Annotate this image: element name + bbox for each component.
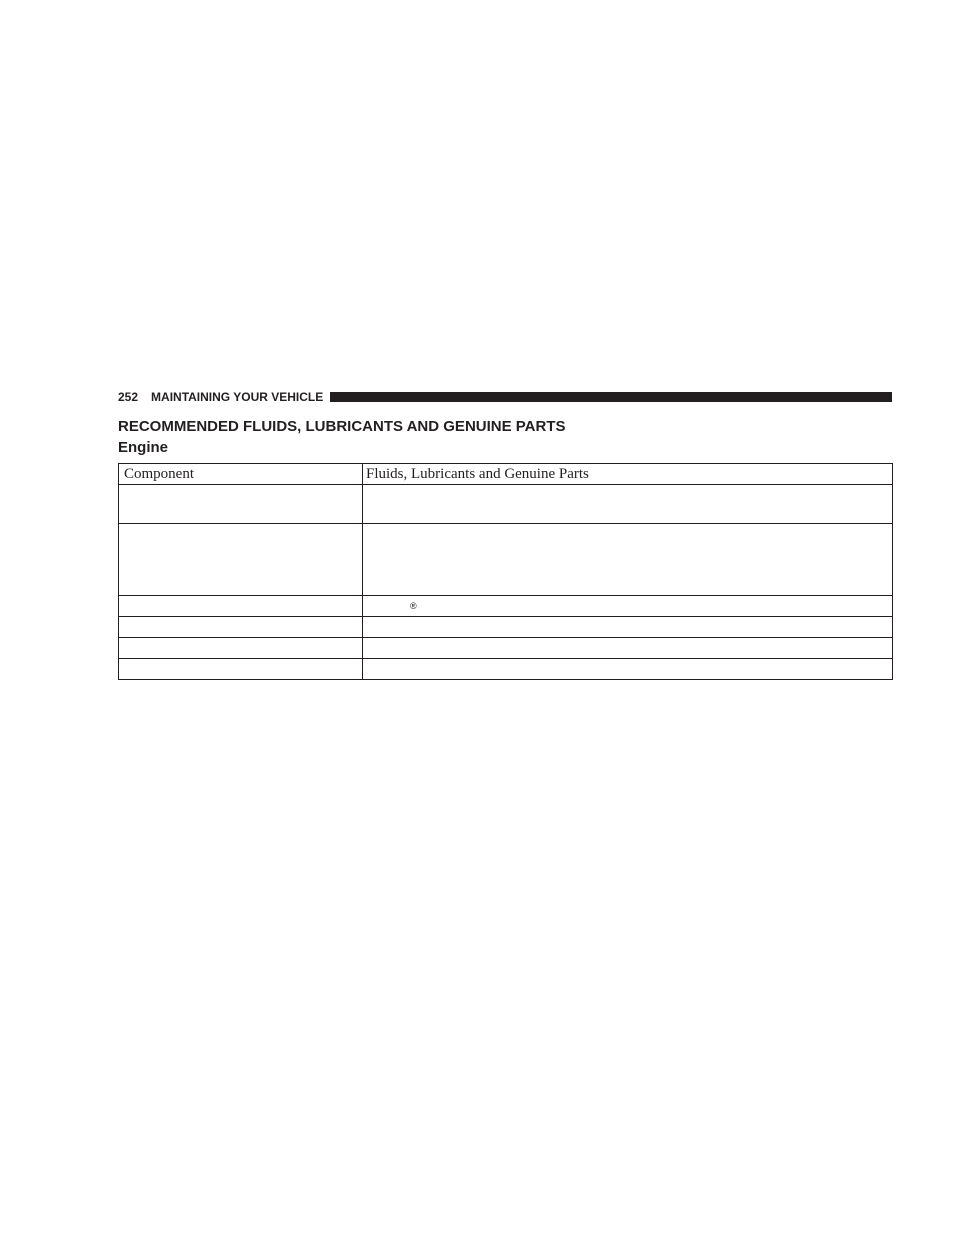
- table-row: [119, 596, 893, 617]
- section-title: RECOMMENDED FLUIDS, LUBRICANTS AND GENUINE PARTS: [118, 418, 566, 435]
- table-row: [119, 638, 893, 659]
- cell-fluid: [363, 617, 893, 638]
- fluids-table: [118, 463, 893, 680]
- column-header-component: Component: [119, 464, 363, 485]
- table-header-row: [119, 464, 893, 485]
- cell-component: [119, 638, 363, 659]
- table-row: [119, 485, 893, 524]
- cell-fluid: [363, 485, 893, 524]
- registered-trademark-symbol: ®: [410, 601, 417, 611]
- page-header: [118, 390, 892, 404]
- column-header-fluids: Fluids, Lubricants and Genuine Parts: [363, 464, 893, 485]
- cell-fluid: [363, 659, 893, 680]
- cell-component: [119, 617, 363, 638]
- subsection-title: Engine: [118, 439, 169, 456]
- table-row: [119, 659, 893, 680]
- header-rule-bar: [330, 392, 892, 402]
- cell-component: [119, 524, 363, 596]
- page-number: 252: [118, 390, 139, 404]
- cell-component: [119, 485, 363, 524]
- cell-component: [119, 659, 363, 680]
- running-title: MAINTAINING YOUR VEHICLE: [151, 390, 324, 404]
- cell-fluid: [363, 524, 893, 596]
- cell-component: [119, 596, 363, 617]
- cell-fluid: [363, 638, 893, 659]
- table-row: [119, 524, 893, 596]
- table-row: [119, 617, 893, 638]
- cell-fluid: [363, 596, 893, 617]
